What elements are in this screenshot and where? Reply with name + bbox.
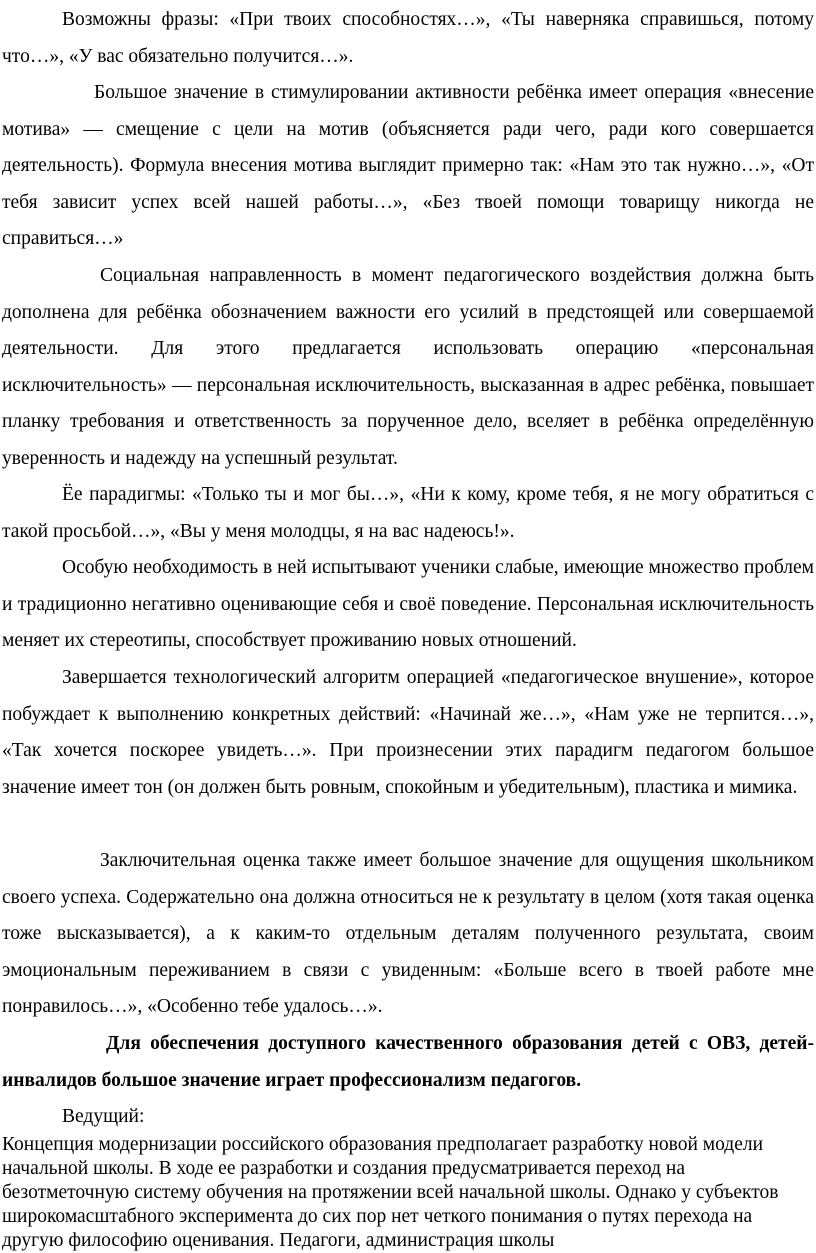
paragraph-concept-modernization: Концепция модернизации российского образования предполагает разработку новой модели начальной школы. В ходе ее разработки и создания предусматривается переход на безотметочную систему обучения на протяжении всей начальной школы. Однако у субъектов широкомасштабного эксперимента до сих пор нет четкого понимания о путях перехода на другую философию оценивания. Педагоги, администрация школы (2, 1134, 779, 1251)
paragraph-social-direction: Социальная направленность в момент педагогического воздействия должна быть дополнена для ребёнка обозначением важности его усилий в предстоящей или совершаемой деятельности. Для этого предлагается использовать операцию «персональная исключительность» — персональная исключительность, высказанная в адрес ребёнка, повышает планку требования и ответственность за порученное дело, вселяет в ребёнка определённую уверенность и надежду на успешный результат. (2, 265, 814, 469)
paragraph-weak-students: Особую необходимость в ней испытывают ученики слабые, имеющие множество проблем и традиционно негативно оценивающие себя и своё поведение. Персональная исключительность меняет их стереотипы, способствует проживанию новых отношений. (2, 557, 814, 652)
paragraph-final-assessment: Заключительная оценка также имеет большое значение для ощущения школьником своего успеха. Содержательно она должна относиться не к результату в целом (хотя такая оценка тоже высказывается), а к каким-то отдельным деталям полученного результата, своим эмоциональным переживанием в связи с увиденным: «Больше всего в твоей работе мне понравилось…», «Особенно тебе удалось…». (2, 850, 814, 1018)
paragraph-bold-professionalism: Для обеспечения доступного качественного образования детей с ОВЗ, детей-инвалидов большое значение играет профессионализм педагогов. (2, 1033, 814, 1091)
paragraph-phrases: Возможны фразы: «При твоих способностях…», «Ты наверняка справишься, потому что…», «У вас обязательно получится…». (2, 9, 814, 67)
paragraph-suggestion: Завершается технологический алгоритм операцией «педагогическое внушение», которое побуждает к выполнению конкретных действий: «Начинай же…», «Нам уже не терпится…», «Так хочется поскорее увидеть…». При произнесении этих парадигм педагогом большое значение имеет тон (он должен быть ровным, спокойным и убедительным), пластика и мимика. (2, 667, 814, 798)
paragraph-paradigms: Ёе парадигмы: «Только ты и мог бы…», «Ни к кому, кроме тебя, я не могу обратиться с такой просьбой…», «Вы у меня молодцы, я на вас надеюсь!». (2, 484, 814, 542)
paragraph-presenter-label: Ведущий: (62, 1106, 145, 1127)
paragraph-motive: Большое значение в стимулировании активности ребёнка имеет операция «внесение мотива» — смещение с цели на мотив (объясняется ради чего, ради кого совершается деятельность). Формула внесения мотива выглядит примерно так: «Нам это так нужно…», «От тебя зависит успех всей нашей работы…», «Без твоей помощи товарищу никогда не справиться…» (2, 82, 814, 250)
